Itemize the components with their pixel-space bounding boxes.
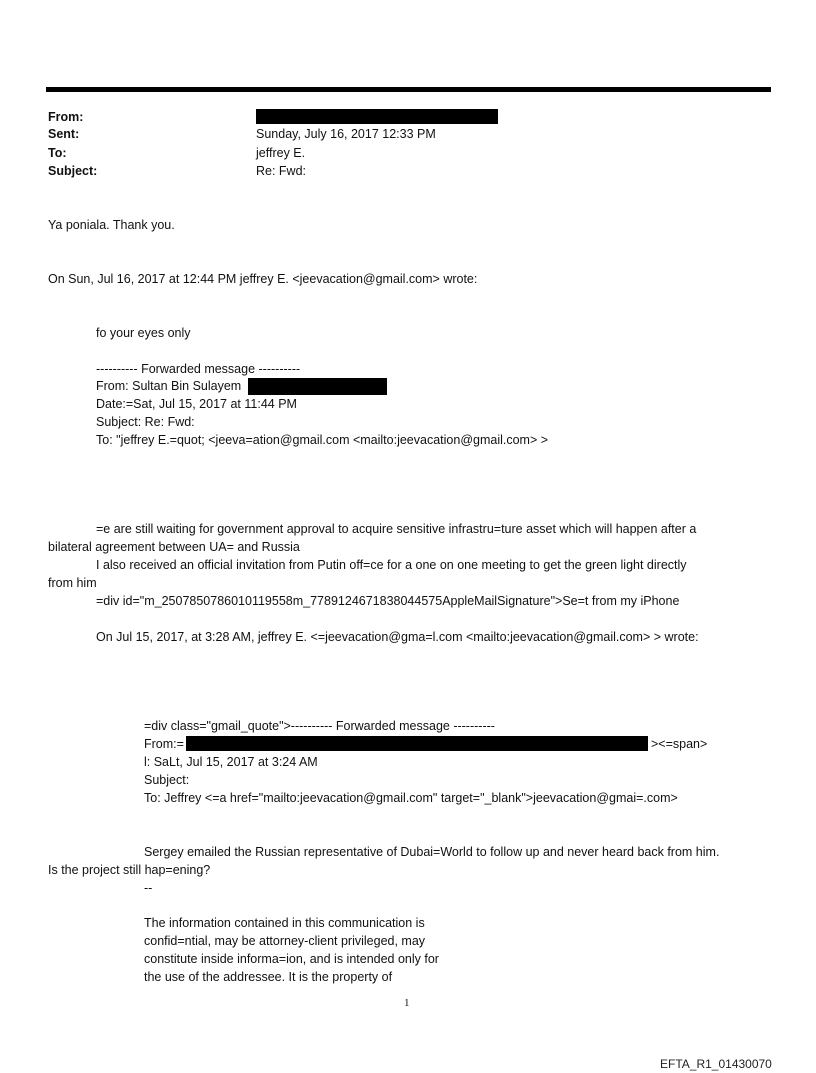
document-id: EFTA_R1_01430070 — [660, 1057, 772, 1071]
paragraph-2-line-2: from him — [48, 576, 97, 590]
disclaimer-line-2: confid=ntial, may be attorney-client privileged, may — [144, 934, 426, 948]
forward-subject: Subject: Re: Fwd: — [96, 415, 195, 429]
sent-label: Sent: — [48, 127, 80, 141]
page-number: 1 — [404, 997, 410, 1009]
paragraph-1-line-1: =e are still waiting for government approval to acquire sensitive infrastru=ture asset which will happen after a — [96, 522, 697, 536]
forward-2-date: l: SaLt, Jul 15, 2017 at 3:24 AM — [144, 755, 318, 769]
paragraph-1-line-2: bilateral agreement between UA= and Russia — [48, 540, 300, 554]
forward-2-from-tail: ><=span> — [651, 737, 708, 751]
quote-2-intro: On Jul 15, 2017, at 3:28 AM, jeffrey E. <=jeevacation@gma=l.com <mailto:jeevacation@gmail.com> > wrote: — [96, 630, 699, 644]
gmail-quote-line: =div class="gmail_quote">---------- Forwarded message ---------- — [144, 719, 495, 733]
redacted-sender-2 — [186, 736, 648, 751]
subject-label: Subject: — [48, 164, 98, 178]
redacted-sender — [256, 109, 498, 124]
disclaimer-line-1: The information contained in this communication is — [144, 916, 425, 930]
reply-line: Ya poniala. Thank you. — [48, 218, 175, 232]
forward-from: From: Sultan Bin Sulayem — [96, 379, 242, 393]
signature-dashes: -- — [144, 881, 153, 895]
forward-date: Date:=Sat, Jul 15, 2017 at 11:44 PM — [96, 397, 297, 411]
paragraph-3-line-1: Sergey emailed the Russian representative of Dubai=World to follow up and never heard back from him. — [144, 845, 720, 859]
from-label: From: — [48, 110, 84, 124]
forward-separator: ---------- Forwarded message ---------- — [96, 362, 301, 376]
redacted-email — [248, 378, 387, 395]
forward-to: To: "jeffrey E.=quot; <jeeva=ation@gmail.com <mailto:jeevacation@gmail.com> > — [96, 433, 549, 447]
paragraph-3-line-2: Is the project still hap=ening? — [48, 863, 211, 877]
disclaimer-line-3: constitute inside informa=ion, and is intended only for — [144, 952, 439, 966]
signature-line: =div id="m_2507850786010119558m_7789124671838044575AppleMailSignature">Se=t from my iPhone — [96, 594, 680, 608]
forward-2-subject: Subject: — [144, 773, 190, 787]
to-value: jeffrey E. — [256, 146, 306, 160]
forward-2-to: To: Jeffrey <=a href="mailto:jeevacation@gmail.com" target="_blank">jeevacation@gmai=.com> — [144, 791, 678, 805]
forward-2-from: From:= — [144, 737, 184, 751]
quote-intro: On Sun, Jul 16, 2017 at 12:44 PM jeffrey E. <jeevacation@gmail.com> wrote: — [48, 272, 478, 286]
subject-value: Re: Fwd: — [256, 164, 307, 178]
note-line: fo your eyes only — [96, 326, 191, 340]
sent-value: Sunday, July 16, 2017 12:33 PM — [256, 127, 436, 141]
to-label: To: — [48, 146, 67, 160]
header-rule — [46, 87, 771, 92]
disclaimer-line-4: the use of the addressee. It is the property of — [144, 970, 393, 984]
paragraph-2-line-1: I also received an official invitation from Putin off=ce for a one on one meeting to get the green light directly — [96, 558, 687, 572]
